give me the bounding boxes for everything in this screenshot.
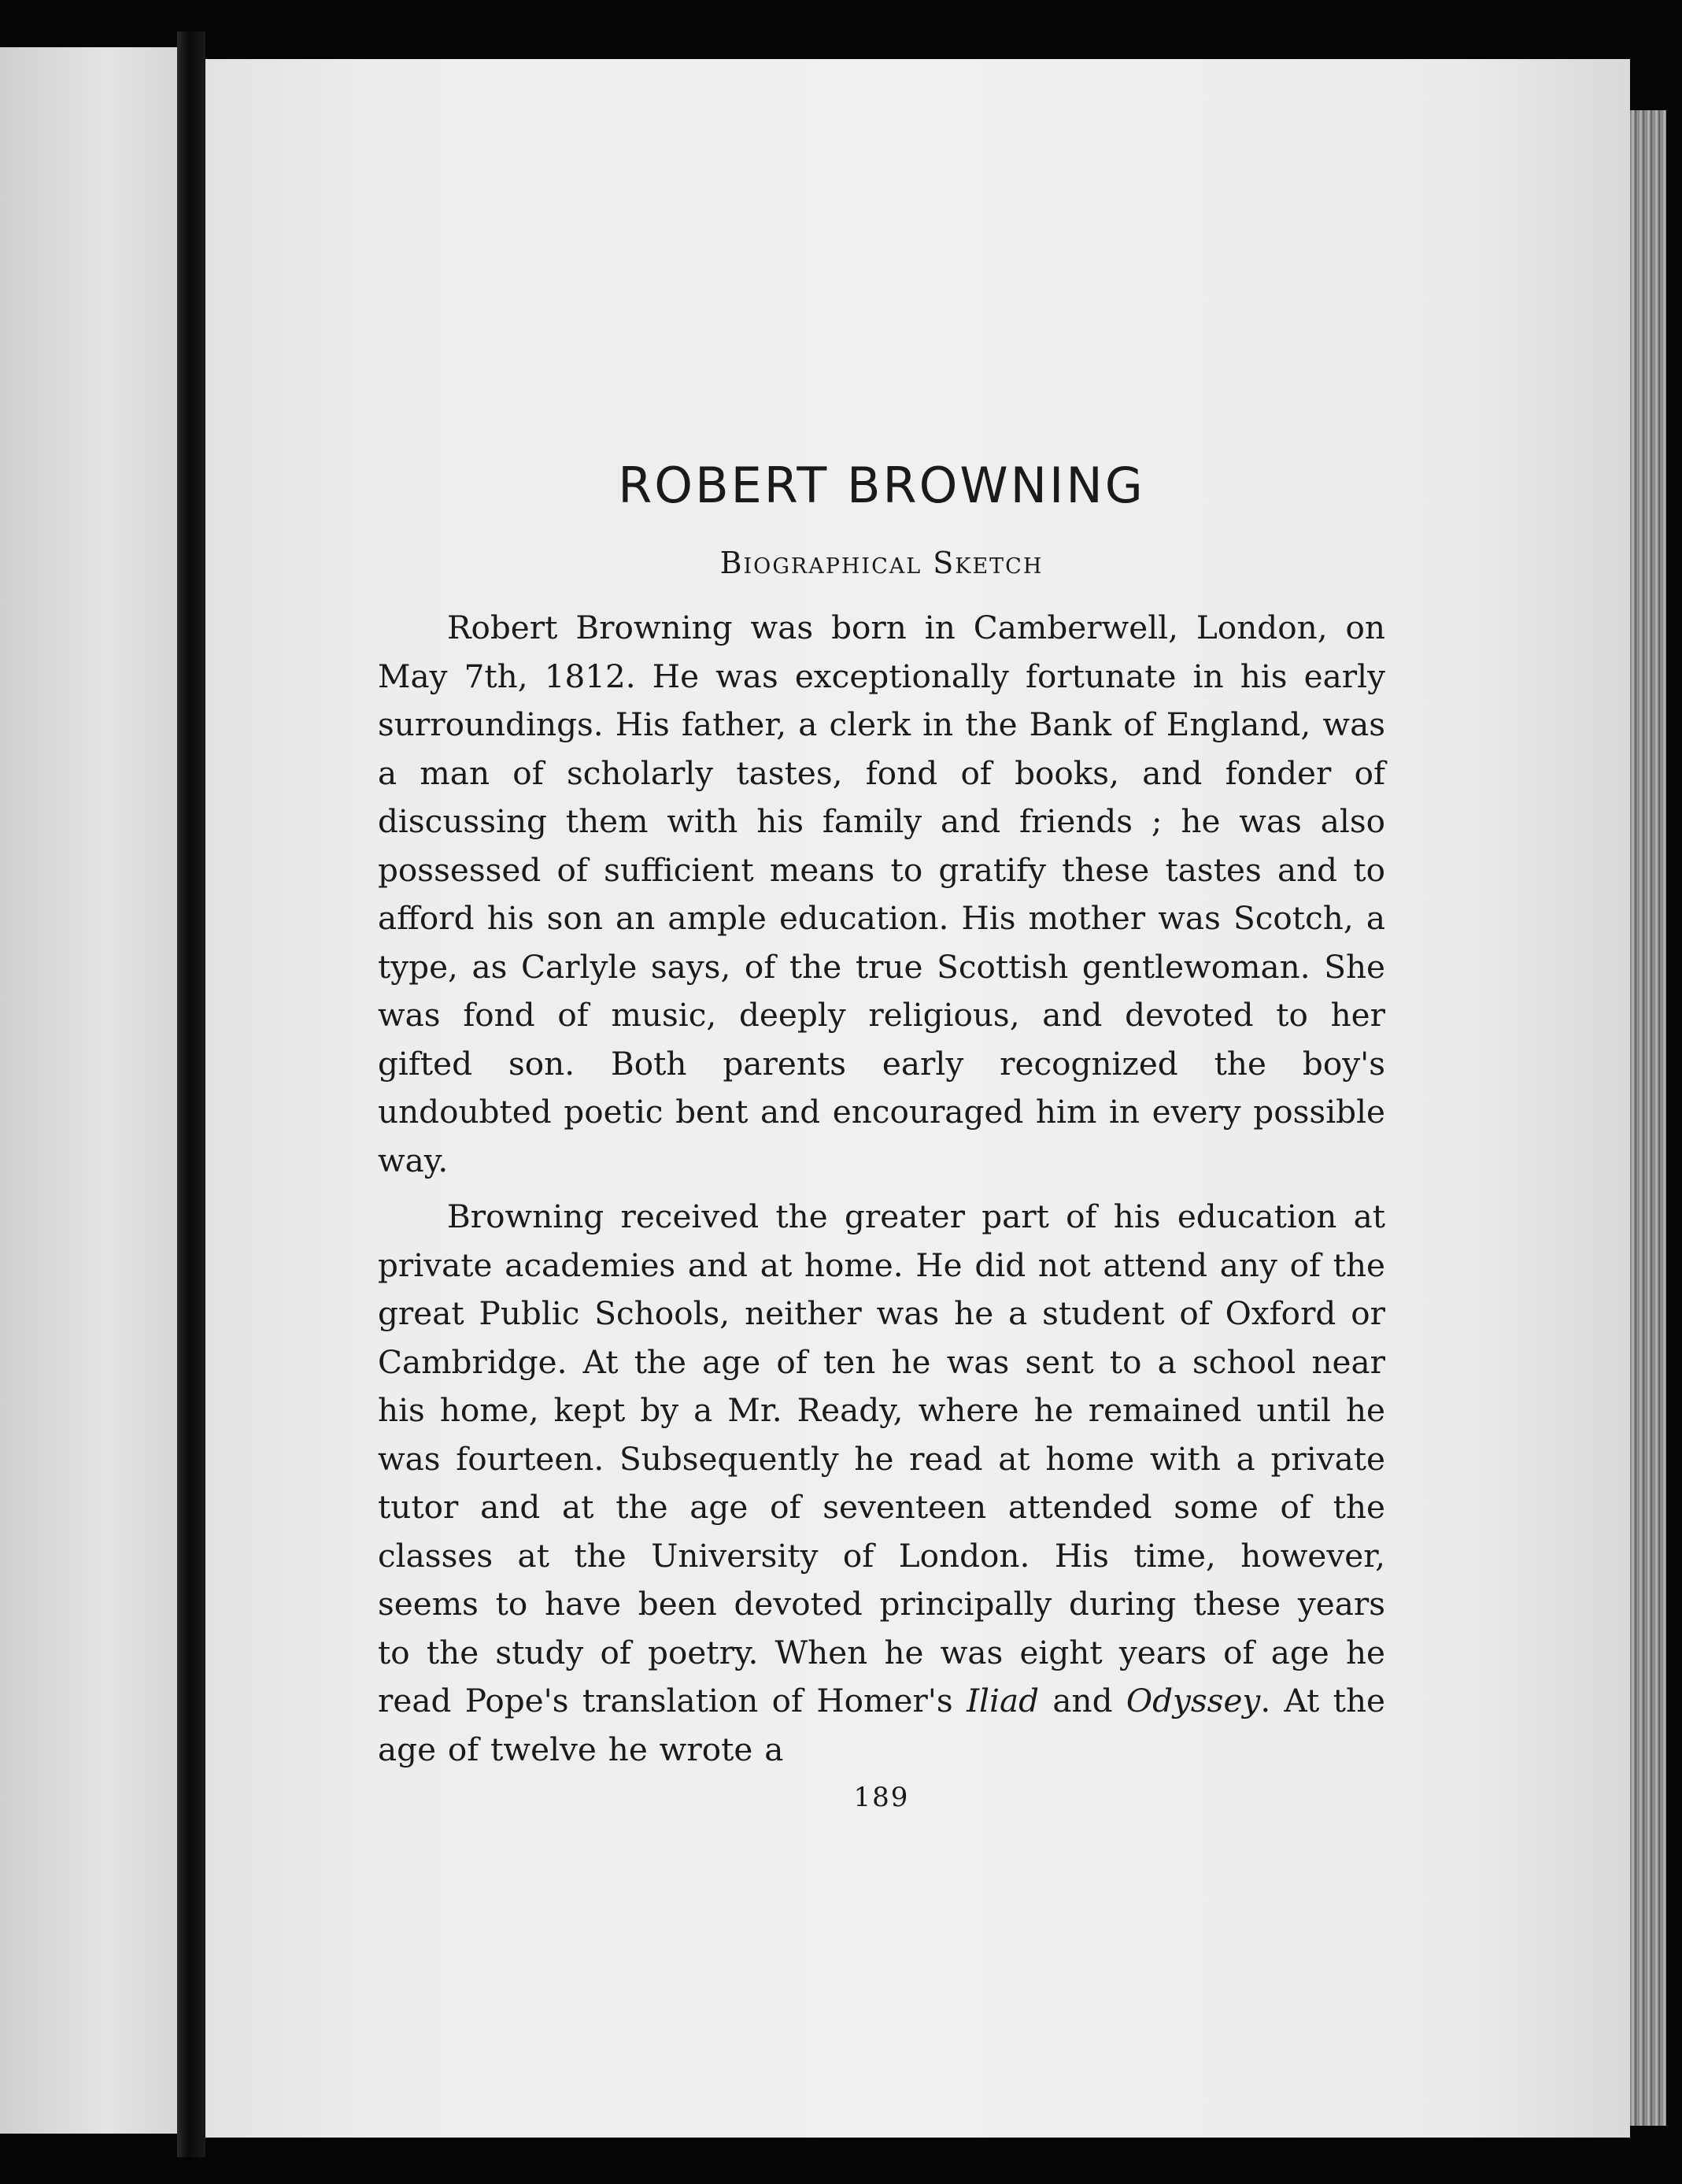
paragraph-2-text: Browning received the greater part of his education at private academies and at home. He did not attend any of the great Public Schools, neither was he a student of Oxford or Cambridge. At the age of ten he was sent to a school near his home, kept by a Mr. Ready, where he remained until he was fourteen. Subsequently he read at home with a private tutor and at the age of seventeen attended some of the classes at the University of London. His time, however, seems to have been devoted principally during these years to the study of poetry. When he was eight years of age he read Pope's translation of Homer's [378, 1197, 1385, 1719]
conjunction-text: and [1039, 1682, 1126, 1719]
paragraph-2 [378, 1193, 1385, 1774]
book-gutter [177, 31, 205, 2157]
closing-text: . At the age of twelve he wrote a [378, 1682, 1385, 1768]
page-number: 189 [853, 1782, 910, 1813]
page-stack-edge [1630, 110, 1666, 2126]
page-subtitle: Biographical Sketch [719, 546, 1044, 580]
italic-title-odyssey: Odyssey [1126, 1682, 1261, 1719]
page-title: ROBERT BROWNING [618, 457, 1145, 514]
italic-title-iliad: Iliad [967, 1682, 1040, 1719]
page-content [378, 457, 1385, 1813]
paragraph-1: Robert Browning was born in Camberwell, London, on May 7th, 1812. He was exceptionally fortunate in his early surroundings. His father, a clerk in the Bank of England, was a man of scholarly tastes, fond of books, and fonder of discussing them with his family and friends ; he was also possessed of sufficient means to gratify these tastes and to afford his son an ample education. His mother was Scotch, a type, as Carlyle says, of the true Scottish gentlewoman. She was fond of music, deeply religious, and devoted to her gifted son. Both parents early recognized the boy's undoubted poetic bent and encouraged him in every possible way. [378, 609, 1385, 1179]
left-page-edge [0, 47, 177, 2134]
